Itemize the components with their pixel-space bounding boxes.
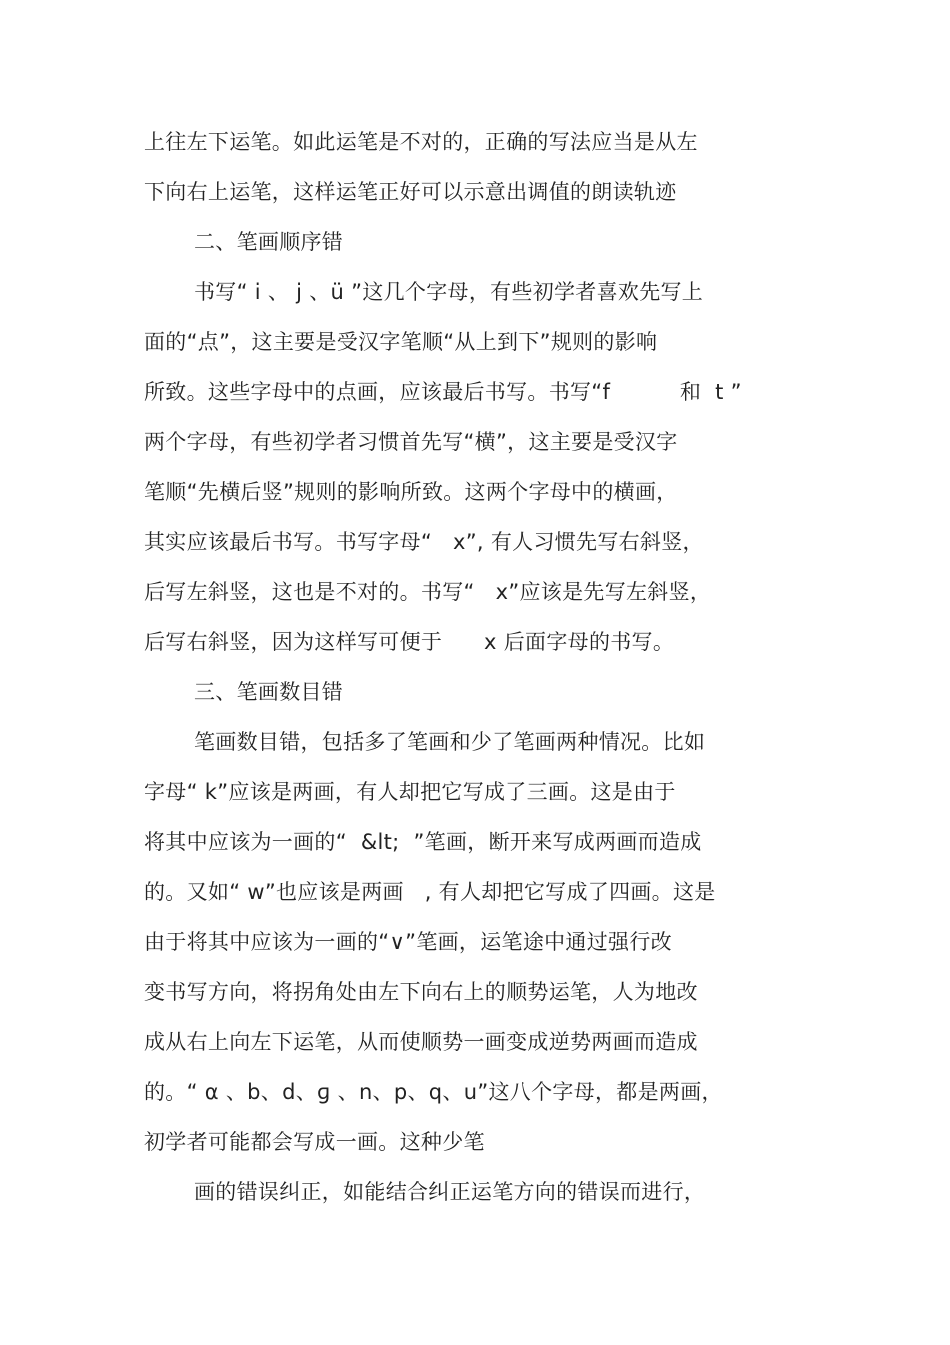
section-heading: 三、笔画数目错 xyxy=(194,680,344,704)
paragraph-first-line: 笔画数目错，包括多了笔画和少了笔画两种情况。比如 xyxy=(194,730,706,754)
text-line: 上往左下运笔。如此运笔是不对的，正确的写法应当是从左 xyxy=(144,130,698,154)
text-line: 的。“ α 、b、d、ɡ 、n、p、q、u”这八个字母，都是两画， xyxy=(144,1080,723,1104)
text-line: 由于将其中应该为一画的“∨”笔画，运笔途中通过强行改 xyxy=(144,930,672,954)
section-heading: 二、笔画顺序错 xyxy=(194,230,344,254)
text-line: 其实应该最后书写。书写字母“ x”, 有人习惯先写右斜竖， xyxy=(144,530,704,554)
text-line: 字母“ k”应该是两画，有人却把它写成了三画。这是由于 xyxy=(144,780,676,804)
text-line: 变书写方向，将拐角处由左下向右上的顺势运笔，人为地改 xyxy=(144,980,698,1004)
text-line: 后写左斜竖，这也是不对的。书写“ x”应该是先写左斜竖， xyxy=(144,580,712,604)
paragraph-first-line: 书写“ i 、 j 、ü ”这几个字母，有些初学者喜欢先写上 xyxy=(194,280,704,304)
text-line: 所致。这些字母中的点画，应该最后书写。书写“f 和 t ” xyxy=(144,380,742,404)
text-line: 下向右上运笔，这样运笔正好可以示意出调值的朗读轨迹 xyxy=(144,180,677,204)
text-line: 初学者可能都会写成一画。这种少笔 xyxy=(144,1130,485,1154)
text-line: 笔顺“先横后竖”规则的影响所致。这两个字母中的横画， xyxy=(144,480,678,504)
text-line: 两个字母，有些初学者习惯首先写“横”，这主要是受汉字 xyxy=(144,430,678,454)
text-line: 成从右上向左下运笔，从而使顺势一画变成逆势两画而造成 xyxy=(144,1030,698,1054)
text-line: 后写右斜竖，因为这样写可便于 x 后面字母的书写。 xyxy=(144,630,675,654)
text-line: 面的“点”，这主要是受汉字笔顺“从上到下”规则的影响 xyxy=(144,330,658,354)
text-line: 的。又如“ w”也应该是两画 , 有人却把它写成了四画。这是 xyxy=(144,880,716,904)
text-line: 将其中应该为一画的“ &lt; ”笔画，断开来写成两画而造成 xyxy=(144,830,702,854)
paragraph-first-line: 画的错误纠正，如能结合纠正运笔方向的错误而进行， xyxy=(194,1180,706,1204)
